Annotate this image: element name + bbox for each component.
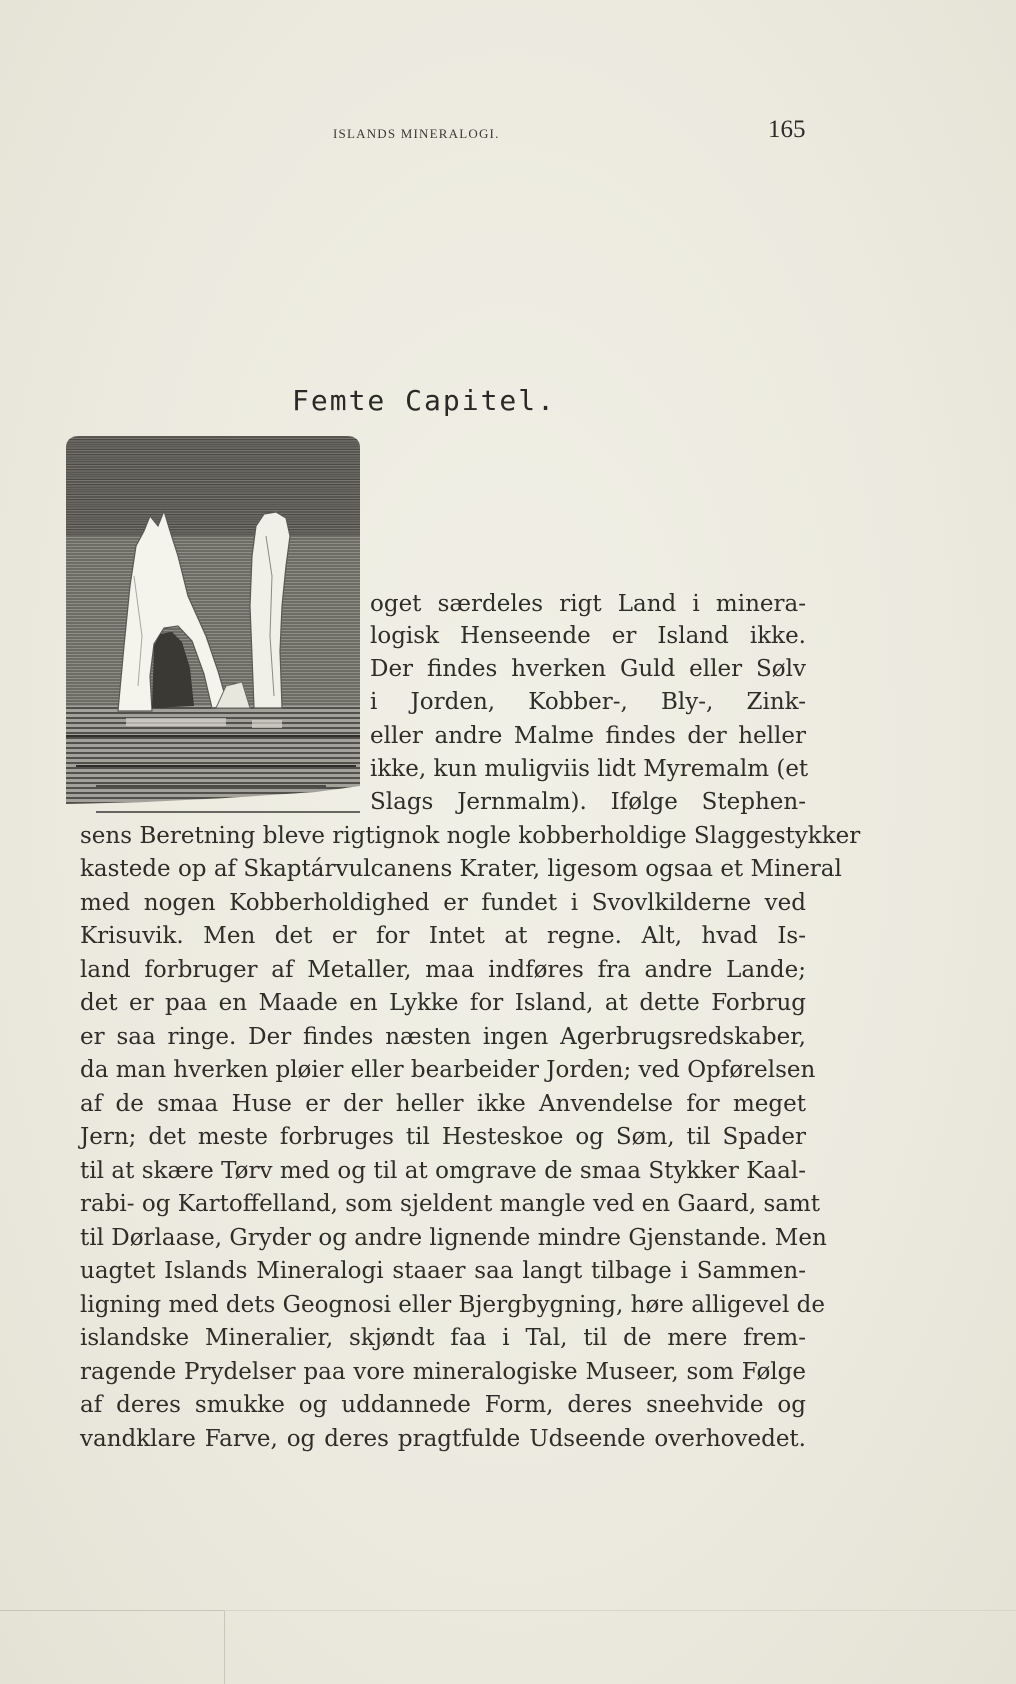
text-line: det er paa en Maade en Lykke for Island, at dette Forbrug — [80, 990, 806, 1016]
text-line: Der findes hverken Guld eller Sølv — [370, 656, 806, 682]
text-line: islandske Mineralier, skjøndt faa i Tal, til de mere frem- — [80, 1325, 806, 1351]
page-number: 165 — [768, 116, 806, 143]
text-line: Krisuvik. Men det er for Intet at regne. Alt, hvad Is- — [80, 923, 806, 949]
text-line: af de smaa Huse er der heller ikke Anvendelse for meget — [80, 1091, 806, 1117]
text-line: vandklare Farve, og deres pragtfulde Udseende overhovedet. — [80, 1426, 806, 1452]
text-line: af deres smukke og uddannede Form, deres sneehvide og — [80, 1392, 806, 1418]
text-line: Slags Jernmalm). Ifølge Stephen- — [370, 789, 806, 815]
text-line: ikke, kun muligviis lidt Myremalm (et — [370, 756, 809, 782]
text-line: med nogen Kobberholdighed er fundet i Svovlkilderne ved — [80, 890, 806, 916]
scan-edge-mark — [0, 1610, 225, 1684]
text-line: Jern; det meste forbruges til Hesteskoe og Søm, til Spader — [80, 1124, 806, 1150]
text-line: eller andre Malme findes der heller — [370, 723, 806, 749]
text-line: rabi- og Kartoffelland, som sjeldent mangle ved en Gaard, samt — [80, 1191, 821, 1217]
text-line: sens Beretning bleve rigtignok nogle kobberholdige Slaggestykker — [80, 823, 861, 849]
iceberg-vignette-icon — [66, 436, 360, 822]
scan-edge-line — [224, 1610, 1016, 1611]
text-line: til at skære Tørv med og til at omgrave de smaa Stykker Kaal- — [80, 1158, 806, 1184]
text-line: da man hverken pløier eller bearbeider Jorden; ved Opførelsen — [80, 1057, 816, 1083]
running-head: ISLANDS MINERALOGI. — [333, 126, 500, 141]
text-line: i Jorden, Kobber-, Bly-, Zink- — [370, 689, 806, 715]
text-line: land forbruger af Metaller, maa indføres fra andre Lande; — [80, 957, 806, 983]
text-line: til Dørlaase, Gryder og andre lignende mindre Gjenstande. Men — [80, 1225, 827, 1251]
text-line: logisk Henseende er Island ikke. — [370, 623, 806, 649]
text-line: uagtet Islands Mineralogi staaer saa langt tilbage i Sammen- — [80, 1258, 806, 1284]
chapter-title: Femte Capitel. — [292, 384, 557, 417]
text-line: er saa ringe. Der findes næsten ingen Agerbrugsredskaber, — [80, 1024, 806, 1050]
text-line: kastede op af Skaptárvulcanens Krater, ligesom ogsaa et Mineral — [80, 856, 842, 882]
text-line: ligning med dets Geognosi eller Bjergbygning, høre alligevel de — [80, 1292, 825, 1318]
text-line: ragende Prydelser paa vore mineralogiske Museer, som Følge — [80, 1359, 806, 1385]
text-line: oget særdeles rigt Land i minera- — [370, 591, 806, 617]
